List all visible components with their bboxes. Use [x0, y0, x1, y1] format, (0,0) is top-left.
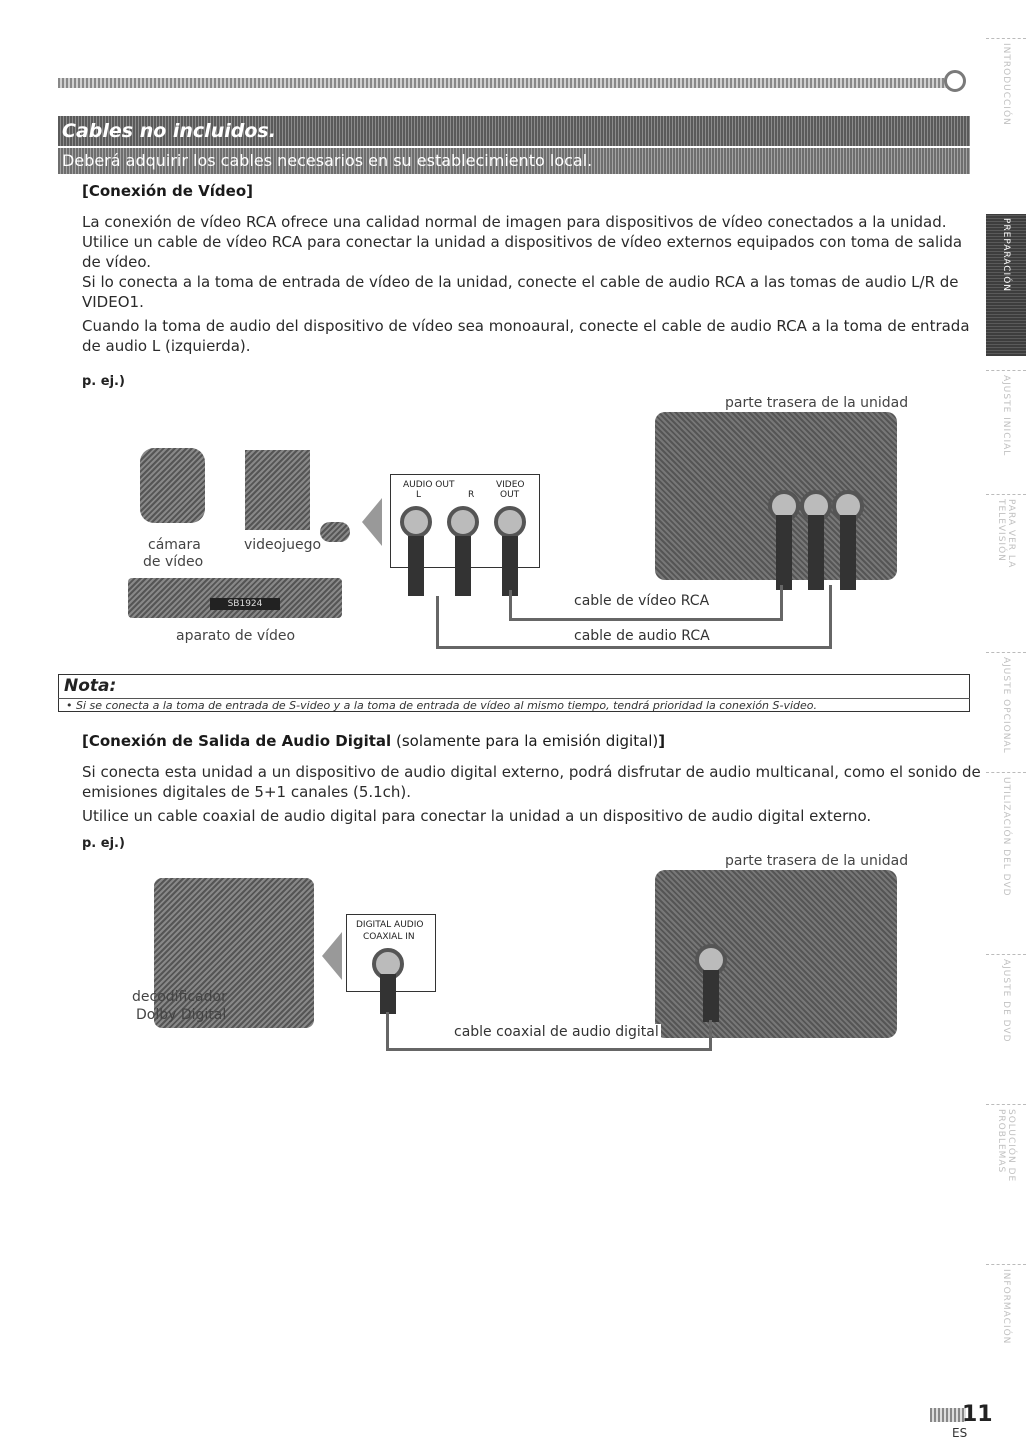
- page-number: 11: [962, 1402, 993, 1427]
- camera-label-1: cámara: [148, 537, 201, 553]
- side-tab-ajuste-inicial[interactable]: [986, 370, 1026, 480]
- video-paragraph-2: Utilice un cable de vídeo RCA para conectar la unidad a dispositivos de vídeo externos equipados con toma de salida de vídeo.: [82, 233, 963, 271]
- digital-heading: [82, 732, 665, 750]
- decoder-label-2: Dolby Digital: [136, 1007, 227, 1023]
- side-tab-preparacion[interactable]: [986, 214, 1026, 356]
- vcr-display: SB1924: [210, 598, 280, 610]
- side-tab-label: AJUSTE OPCIONAL: [1001, 657, 1011, 754]
- video-paragraph-4: Cuando la toma de audio del dispositivo de vídeo sea monoaural, conecte el cable de audio RCA a la toma de entrada de audio L (izquierda).: [82, 317, 970, 355]
- banner-title: Cables no incluidos.: [58, 116, 970, 146]
- digital-heading-bold: [Conexión de Salida de Audio Digital: [82, 732, 392, 750]
- page-language: ES: [952, 1426, 968, 1440]
- arrow-left-icon: [362, 498, 382, 546]
- jack-label-2: COAXIAL IN: [363, 932, 415, 942]
- rear-label-2: parte trasera de la unidad: [725, 853, 909, 869]
- video-cable-bottom: [509, 618, 781, 621]
- device-jack-video: [494, 506, 526, 538]
- unit-plug-audio-l: [808, 515, 824, 590]
- gamepad-icon: [320, 522, 350, 542]
- audio-cable-label: cable de audio RCA: [574, 628, 710, 644]
- page-number-bar: [930, 1408, 966, 1422]
- arrow-left-icon-2: [322, 932, 342, 980]
- side-tab-solucion-problemas[interactable]: [986, 1104, 1026, 1254]
- side-tab-label: PARA VER LA TELEVISIÓN: [996, 499, 1016, 569]
- game-console-icon: [245, 450, 310, 530]
- side-tab-ajuste-opcional[interactable]: [986, 652, 1026, 764]
- device-jack-audio-r: [447, 506, 479, 538]
- side-tab-introduccion[interactable]: [986, 38, 1026, 158]
- unit-plug-video: [776, 515, 792, 590]
- video-cable-left: [509, 590, 512, 620]
- side-tab-para-ver-tv[interactable]: [986, 494, 1026, 638]
- device-jack-audio-l: [400, 506, 432, 538]
- unit-plug-audio-r: [840, 515, 856, 590]
- side-tab-informacion[interactable]: [986, 1264, 1026, 1396]
- example-label-2: p. ej.): [82, 836, 125, 851]
- video-paragraph-3: Si lo conecta a la toma de entrada de vídeo de la unidad, conecte el cable de audio RCA a las tomas de audio L/R de VIDEO1.: [82, 273, 959, 311]
- camera-label-2: de vídeo: [143, 554, 204, 570]
- top-dotted-rule: [58, 78, 948, 88]
- side-tab-label: SOLUCIÓN DE PROBLEMAS: [996, 1109, 1016, 1183]
- coaxial-cable-right: [709, 1020, 712, 1051]
- coaxial-cable-left: [386, 1012, 389, 1050]
- digital-paragraph-1: Si conecta esta unidad a un dispositivo de audio digital externo, podrá disfrutar de audio multicanal, como el sonido de emisiones digitales de 5+1 canales (5.1ch).: [82, 763, 981, 801]
- audio-cable-bottom: [436, 646, 832, 649]
- video-out-label-1: VIDEO: [496, 480, 525, 490]
- camcorder-icon: [140, 448, 205, 523]
- video-out-label-2: OUT: [500, 490, 520, 500]
- jack-label-1: DIGITAL AUDIO: [356, 920, 424, 930]
- audio-r-label: R: [468, 490, 475, 500]
- digital-paragraph-2: Utilice un cable coaxial de audio digital para conectar la unidad a un dispositivo de audio digital externo.: [82, 807, 872, 825]
- side-tab-label: INTRODUCCIÓN: [1001, 43, 1011, 126]
- unit-plug-coaxial: [703, 970, 719, 1022]
- side-tab-label: AJUSTE DE DVD: [1001, 959, 1011, 1043]
- device-plug-audio-r: [455, 536, 471, 596]
- digital-heading-end: ]: [658, 732, 666, 750]
- decoder-plug-coaxial: [380, 974, 396, 1014]
- device-plug-video: [502, 536, 518, 596]
- audio-cable-left: [436, 596, 439, 648]
- side-tab-utilizacion-dvd[interactable]: [986, 772, 1026, 940]
- game-label: videojuego: [244, 537, 322, 553]
- video-cable-label: cable de vídeo RCA: [574, 593, 710, 609]
- side-tab-label: AJUSTE INICIAL: [1001, 375, 1011, 457]
- nota-text: • Si se conecta a la toma de entrada de S-video y a la toma de entrada de vídeo al mismo tiempo, tendrá prioridad la conexión S-video.: [66, 699, 818, 712]
- digital-heading-normal: (solamente para la emisión digital): [391, 732, 659, 750]
- device-plug-audio-l: [408, 536, 424, 596]
- nota-title: Nota:: [64, 676, 117, 696]
- video-heading: [Conexión de Vídeo]: [82, 182, 253, 200]
- banner-subtitle: Deberá adquirir los cables necesarios en su establecimiento local.: [58, 148, 970, 174]
- audio-l-label: L: [416, 490, 422, 500]
- decoder-label-1: decodificador: [132, 989, 227, 1005]
- vcr-label: aparato de vídeo: [176, 628, 296, 644]
- unit-rear-panel-2: [655, 870, 897, 1038]
- audio-cable-right: [829, 585, 832, 649]
- audio-out-label: AUDIO OUT: [403, 480, 455, 490]
- side-tab-label: PREPARACIÓN: [1001, 218, 1011, 293]
- side-tab-ajuste-dvd[interactable]: [986, 954, 1026, 1090]
- coaxial-cable-label: cable coaxial de audio digital: [454, 1024, 659, 1040]
- side-tab-label: INFORMACIÓN: [1001, 1269, 1011, 1345]
- video-cable-right: [780, 585, 783, 621]
- example-label-1: p. ej.): [82, 374, 125, 389]
- side-tab-label: UTILIZACIÓN DEL DVD: [1001, 777, 1011, 897]
- rear-label-1: parte trasera de la unidad: [725, 395, 909, 411]
- coaxial-cable-bottom: [386, 1048, 712, 1051]
- video-paragraph-1: La conexión de vídeo RCA ofrece una calidad normal de imagen para dispositivos de vídeo conectados a la unidad.: [82, 213, 947, 231]
- circle-icon: [944, 70, 966, 92]
